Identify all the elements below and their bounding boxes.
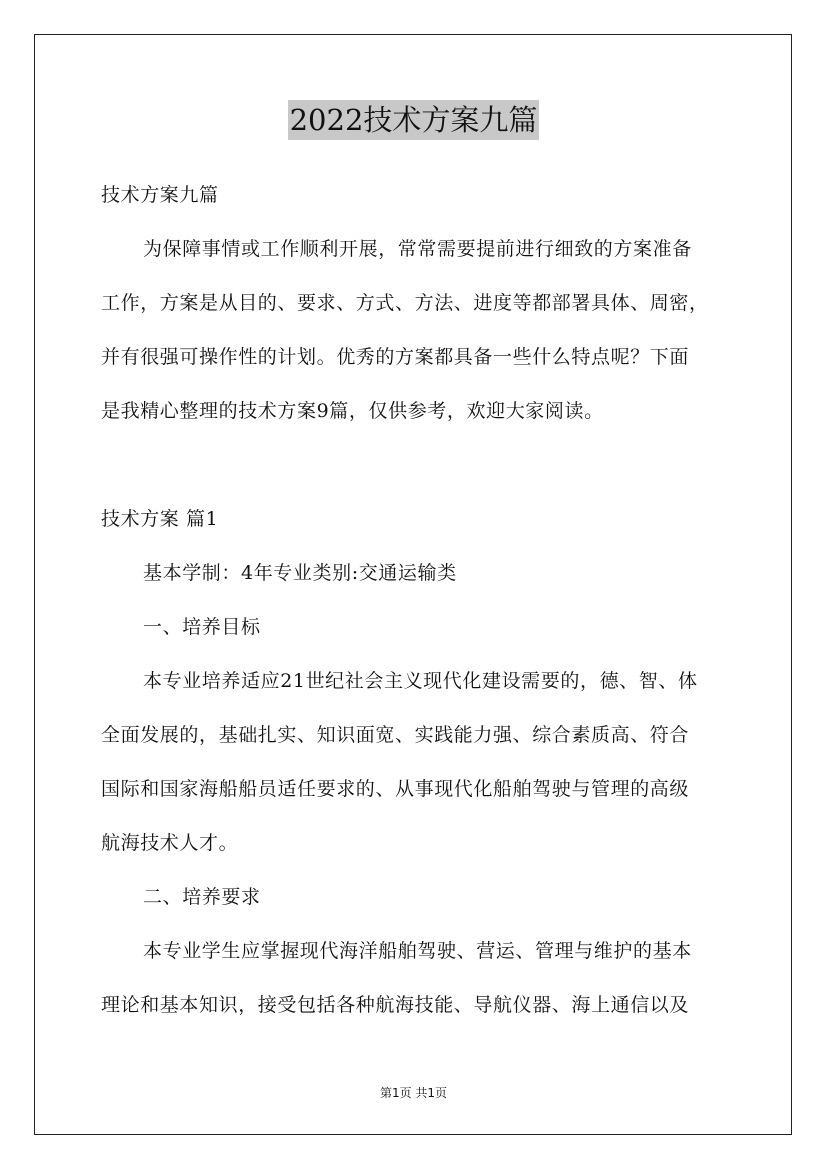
intro-line-2: 工作，方案是从目的、要求、方式、方法、进度等都部署具体、周密，	[101, 292, 709, 314]
para-1-line-2: 全面发展的，基础扎实、知识面宽、实践能力强、综合素质高、符合	[101, 724, 690, 746]
intro-line-3: 并有很强可操作性的计划。优秀的方案都具备一些什么特点呢？下面	[101, 346, 690, 368]
title-container	[0, 100, 827, 140]
document-title: 2022技术方案九篇	[288, 100, 540, 140]
para-1-line-4: 航海技术人才。	[101, 832, 239, 854]
intro-line-4: 是我精心整理的技术方案9篇，仅供参考，欢迎大家阅读。	[101, 400, 604, 422]
para-1-line-1: 本专业培养适应21世纪社会主义现代化建设需要的，德、智、体	[143, 670, 698, 692]
para-1-line-3: 国际和国家海船船员适任要求的、从事现代化船舶驾驶与管理的高级	[101, 778, 690, 800]
heading-training-requirements: 二、培养要求	[143, 886, 261, 908]
para-2-line-2: 理论和基本知识，接受包括各种航海技能、导航仪器、海上通信以及	[101, 994, 690, 1016]
basic-info: 基本学制：4年专业类别:交通运输类	[143, 562, 457, 584]
heading-training-goal: 一、培养目标	[143, 616, 261, 638]
para-2-line-1: 本专业学生应掌握现代海洋船舶驾驶、营运、管理与维护的基本	[143, 940, 692, 962]
section-heading: 技术方案 篇1	[101, 508, 219, 530]
intro-line-1: 为保障事情或工作顺利开展，常常需要提前进行细致的方案准备	[143, 238, 692, 260]
document-subtitle: 技术方案九篇	[101, 184, 219, 206]
page-footer: 第1页 共1页	[379, 1086, 448, 1100]
